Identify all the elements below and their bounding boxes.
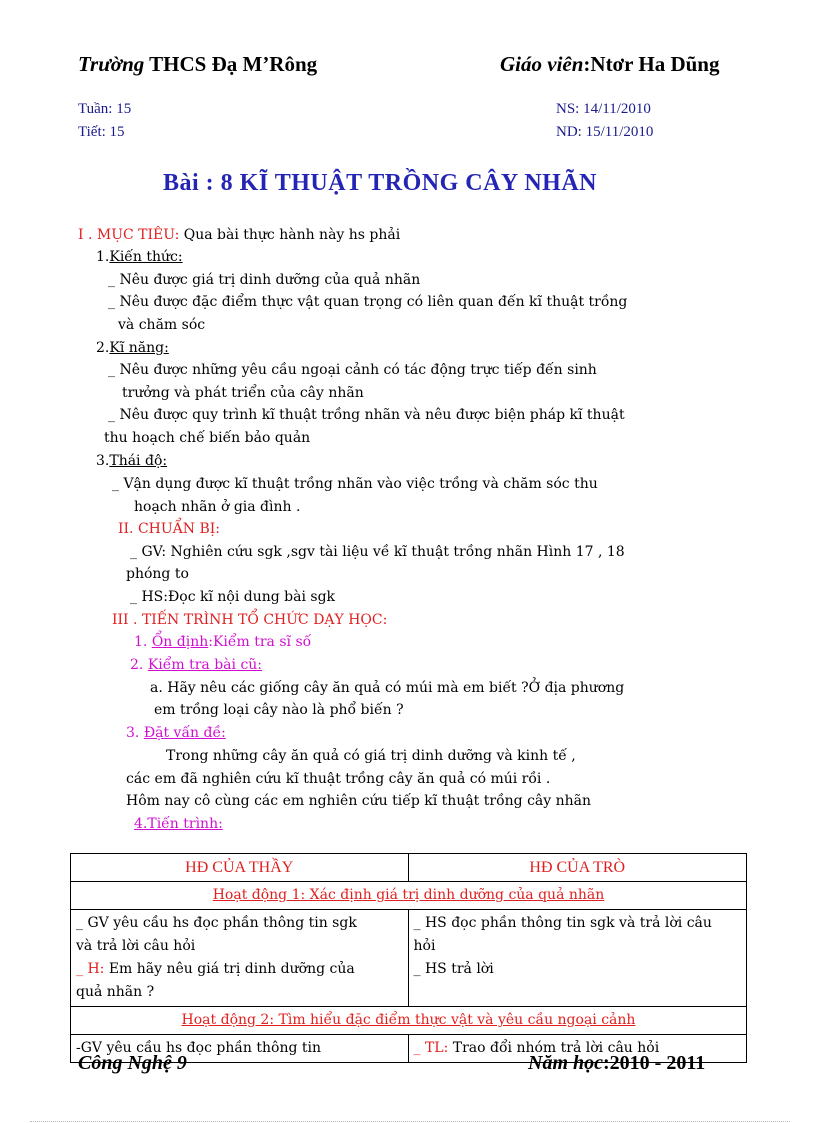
knowledge-item-2b: và chăm sóc [118,317,206,333]
lesson-title: Bài : 8 KĨ THUẬT TRỒNG CÂY NHÃN [163,170,597,196]
step-1-number: 1. [134,634,152,650]
year-footer [528,1052,705,1075]
skill-item-2a: _ Nêu được quy trình kĩ thuật trồng nhãn và nêu được biện pháp kĩ thuật [108,407,625,423]
attitude-number: 3. [96,453,110,469]
objectives-intro: Qua bài thực hành này hs phải [179,227,401,243]
row-1-teacher-line-1: _ GV yêu cầu hs đọc phần thông tin sgk [76,915,357,931]
activity-2-row [71,1007,747,1035]
step-1-label: Ổn định [151,634,209,650]
skill-heading [96,337,169,359]
knowledge-item-1: _ Nêu được giá trị dinh dưỡng của quả nhãn [108,272,421,288]
teacher-header [500,52,720,77]
question-1b: em trồng loại cây nào là phổ biến ? [154,702,404,718]
lesson-table [70,853,747,1063]
activity-1-row [71,882,747,910]
row-1-teacher-question: Em hãy nêu giá trị dinh dưỡng của [104,961,355,977]
activity-2-text: Hoạt động 2: Tìm hiểu đặc điểm thực vật và yêu cầu ngoại cảnh [181,1012,636,1028]
intro-paragraph-3: Hôm nay cô cùng các em nghiên cứu tiếp kĩ thuật trồng cây nhãn [126,793,592,809]
knowledge-item-2a: _ Nêu được đặc điểm thực vật quan trọng có liên quan đến kĩ thuật trồng [108,294,628,310]
process-heading: III . TIẾN TRÌNH TỔ CHỨC DẠY HỌC: [112,612,388,628]
skill-item-2b: thu hoạch chế biến bảo quản [104,430,311,446]
answer-marker: _ TL: [413,1040,449,1056]
skill-item-1a: _ Nêu được những yêu cầu ngoại cảnh có tác động trực tiếp đến sinh [108,362,597,378]
teacher-name: :Ntơr Ha Dũng [583,52,720,76]
step-2-label: Kiểm tra bài cũ: [147,657,263,673]
year-label: Năm học [528,1052,603,1074]
attitude-label: Thái độ: [109,453,168,469]
row-1-student-line-2: hỏi [413,938,436,954]
question-marker: _ H: [76,961,105,977]
step-4-label: 4.Tiến trình: [134,816,223,832]
preparation-hs: _ HS:Đọc kĩ nội dung bài sgk [130,589,336,605]
knowledge-heading [96,246,183,268]
col-teacher-header: HĐ CỦA THẦY [71,854,409,882]
page-bottom-divider [30,1121,790,1122]
row-1-teacher-line-3 [76,958,403,981]
row-1-student-line-3: _ HS trả lời [413,961,494,977]
knowledge-number: 1. [96,249,110,265]
step-1 [134,631,311,653]
row-1-student-line-1: _ HS đọc phần thông tin sgk và trả lời câu [413,915,712,931]
school-name: THCS Đạ M’Rông [149,52,318,76]
question-1a: a. Hãy nêu các giống cây ăn quả có múi mà em biết ?Ở địa phương [150,680,625,696]
attitude-item-1b: hoạch nhãn ở gia đình . [134,499,301,515]
attitude-item-1a: _ Vận dụng được kĩ thuật trồng nhãn vào việc trồng và chăm sóc thu [112,476,598,492]
activity-1-text: Hoạt động 1: Xác định giá trị dinh dưỡng của quả nhãn [212,887,605,903]
school-header [78,52,317,77]
row-2-teacher-line-1: -GV yêu cầu hs đọc phần thông tin [76,1040,321,1056]
subject-footer: Công Nghệ 9 [78,1052,187,1074]
teacher-label: Giáo viên [500,52,584,76]
table-header-row [71,854,747,882]
skill-item-1b: trưởng và phát triển của cây nhãn [122,385,364,401]
row-2-student-text: Trao đổi nhóm trả lời câu hỏi [448,1040,660,1056]
preparation-gv-b: phóng to [126,566,189,582]
period-label: Tiết: 15 [78,124,125,140]
intro-paragraph-2: các em đã nghiên cứu kĩ thuật trồng cây ăn quả có múi rồi . [126,771,551,787]
activity-2-title [71,1007,747,1035]
attitude-heading [96,450,167,472]
activity-1-title [71,882,747,910]
row-1-teacher-line-2: và trả lời câu hỏi [76,938,196,954]
knowledge-label: Kiến thức: [109,249,183,265]
col-student-header: HĐ CỦA TRÒ [408,854,747,882]
step-2 [130,654,262,676]
step-2-number: 2. [130,657,148,673]
ns-date: NS: 14/11/2010 [556,101,651,117]
nd-date: ND: 15/11/2010 [556,124,654,140]
step-3 [126,722,226,744]
row-1-teacher-line-4: quả nhãn ? [76,984,155,1000]
skill-label: Kĩ năng: [109,340,169,356]
row-1-teacher [71,910,409,1007]
table-row [71,910,747,1007]
skill-number: 2. [96,340,110,356]
row-1-student [408,910,747,1007]
week-label: Tuần: 15 [78,101,132,117]
school-label: Trường [78,52,145,76]
objectives-heading: I . MỤC TIÊU: [78,227,180,243]
step-3-number: 3. [126,725,144,741]
step-1-text: :Kiểm tra sĩ số [208,634,312,650]
objectives-line [78,224,400,246]
step-3-label: Đặt vấn đề: [143,725,226,741]
preparation-gv-a: _ GV: Nghiên cứu sgk ,sgv tài liệu về kĩ thuật trồng nhãn Hình 17 , 18 [130,544,625,560]
preparation-heading: II. CHUẨN BỊ: [118,521,221,537]
year-value: :2010 - 2011 [603,1052,706,1074]
intro-paragraph-1: Trong những cây ăn quả có giá trị dinh dưỡng và kinh tế , [166,748,576,764]
